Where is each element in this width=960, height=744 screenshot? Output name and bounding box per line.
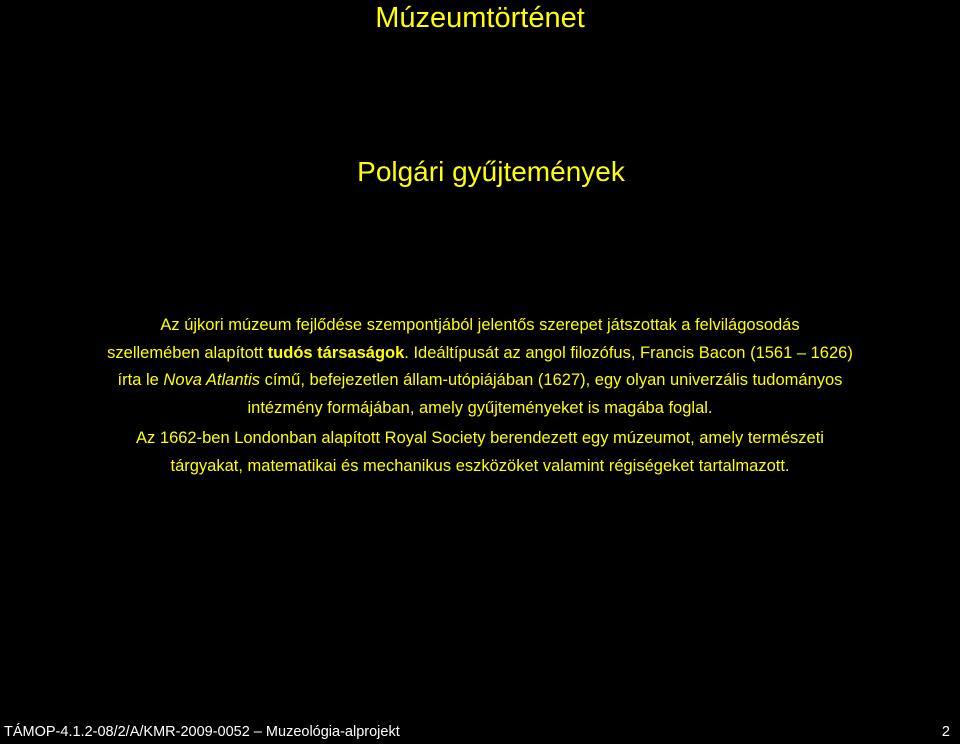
paragraph-1-line-1: Az újkori múzeum fejlődése szempontjából jelentős szerepet játszottak a felvilágosodás (160, 316, 800, 334)
book-title-nova-atlantis: Nova Atlantis (163, 371, 261, 389)
paragraph-royal-society (0, 425, 960, 480)
paragraph-1-line-3-pre: írta le (117, 371, 164, 389)
paragraph-learned-societies (0, 312, 960, 422)
slide-body (0, 312, 960, 480)
slide-subtitle: Polgári gyűjtemények (357, 156, 625, 187)
page-number: 2 (941, 724, 950, 740)
footer-project-label: TÁMOP-4.1.2-08/2/A/KMR-2009-0052 – Muzeológia-alprojekt (4, 724, 400, 740)
paragraph-1-line-2-pre: szellemében alapított (107, 343, 268, 362)
paragraph-1-line-4: intézmény formájában, amely gyűjteményeket is magába foglal. (247, 398, 713, 417)
paragraph-1-line-3-post: című, befejezetlen állam-utópiájában (1627), egy olyan univerzális tudományos (260, 371, 843, 389)
paragraph-1-line-2-post: . Ideáltípusát az angol filozófus, Francis Bacon (1561 – 1626) (404, 343, 853, 362)
emphasis-learned-societies: tudós társaságok (267, 343, 405, 362)
slide-title: Múzeumtörténet (375, 2, 585, 34)
paragraph-2-line-2: tárgyakat, matematikai és mechanikus eszközöket valamint régiségeket tartalmazott. (170, 456, 790, 475)
paragraph-2-line-1: Az 1662-ben Londonban alapított Royal Society berendezett egy múzeumot, amely természeti (136, 429, 824, 447)
